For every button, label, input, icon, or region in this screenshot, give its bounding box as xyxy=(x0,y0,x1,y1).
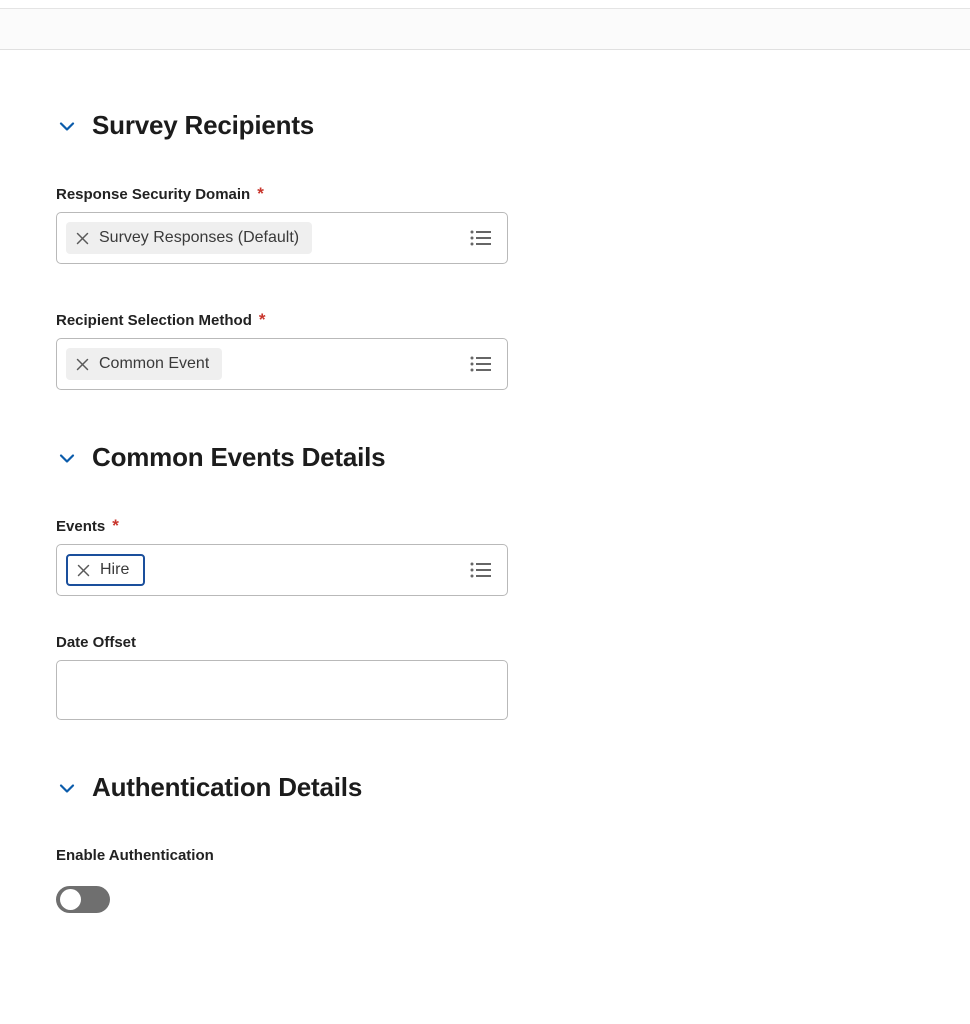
field-label-text: Response Security Domain xyxy=(56,186,251,203)
toolbar-area xyxy=(0,9,970,50)
field-label xyxy=(56,185,970,203)
section-title: Survey Recipients xyxy=(92,110,315,140)
close-icon[interactable] xyxy=(75,231,90,246)
selected-pill-label: Hire xyxy=(100,561,130,578)
date-offset-input[interactable] xyxy=(56,660,508,720)
form-content xyxy=(0,110,970,913)
field-response-security-domain xyxy=(56,185,970,264)
field-label-text: Date Offset xyxy=(56,634,137,651)
field-enable-authentication xyxy=(56,847,970,913)
field-label-text: Events xyxy=(56,518,106,535)
response-security-domain-select[interactable] xyxy=(56,212,508,264)
selected-pill-label: Survey Responses (Default) xyxy=(99,229,300,246)
chevron-down-icon[interactable] xyxy=(56,777,78,799)
enable-authentication-toggle[interactable] xyxy=(56,886,110,913)
field-label xyxy=(56,517,970,535)
recipient-selection-method-select[interactable] xyxy=(56,338,508,390)
toggle-knob xyxy=(60,889,81,910)
field-label xyxy=(56,634,970,651)
window-top-strip xyxy=(0,0,970,9)
section-header-survey-recipients[interactable] xyxy=(56,110,970,141)
field-recipient-selection-method xyxy=(56,311,970,390)
field-date-offset xyxy=(56,634,970,720)
field-label xyxy=(56,847,970,864)
section-title: Authentication Details xyxy=(92,772,363,802)
section-header-common-events-details[interactable] xyxy=(56,442,970,473)
required-indicator: * xyxy=(257,184,264,203)
close-icon[interactable] xyxy=(75,357,90,372)
field-label-text: Enable Authentication xyxy=(56,847,214,864)
field-label xyxy=(56,311,970,329)
close-icon[interactable] xyxy=(76,563,91,578)
list-menu-icon[interactable] xyxy=(469,560,493,580)
selected-pill[interactable] xyxy=(66,348,222,380)
list-menu-icon[interactable] xyxy=(469,228,493,248)
selected-pill[interactable] xyxy=(66,222,312,254)
section-header-authentication-details[interactable] xyxy=(56,772,970,803)
selected-pill-label: Common Event xyxy=(99,355,210,372)
required-indicator: * xyxy=(112,516,119,535)
section-title: Common Events Details xyxy=(92,442,386,472)
selected-pill[interactable] xyxy=(66,554,145,586)
events-select[interactable] xyxy=(56,544,508,596)
list-menu-icon[interactable] xyxy=(469,354,493,374)
chevron-down-icon[interactable] xyxy=(56,115,78,137)
required-indicator: * xyxy=(258,310,266,329)
field-events xyxy=(56,517,970,596)
chevron-down-icon[interactable] xyxy=(56,447,78,469)
field-label-text: Recipient Selection Method xyxy=(56,312,252,329)
